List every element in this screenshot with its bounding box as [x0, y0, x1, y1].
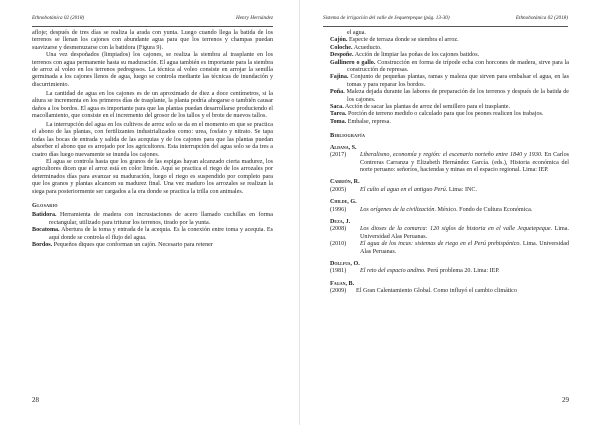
glossary-entry	[330, 37, 569, 44]
bib-title: Los orígenes de la civilización.	[360, 206, 436, 213]
glossary-definition: Conjunto de pequeñas plantas, ramas y maleza que sirven para embalsar el agua, en las tomas y para reparar los bordos.	[347, 74, 569, 88]
bib-author: Childe, G.	[330, 199, 357, 206]
bib-citation	[360, 187, 569, 194]
glossary-term: Bordos.	[32, 241, 53, 248]
glossary-entry	[330, 111, 569, 118]
glossary-term: Tarea.	[330, 111, 347, 118]
bibliography-heading: Bibliografía	[330, 132, 366, 140]
glossary-entry	[330, 104, 569, 111]
glossary-definition: Construcción en forma de trípode echa con horcones de madera, sirve para la construcción de represas.	[347, 59, 570, 74]
bib-details: En Carlos Contreras Carranza y Elizabeth Hernández García. (eds.), Historia económica del norte peruano: señoríos, haciendas y minas en el espacio regional. Lima: IEP.	[360, 152, 569, 173]
glossary-definition: Pequeños diques que conforman un cajón. Necesario para retener	[53, 241, 213, 248]
bib-title: Liberalismo, economía y región: el escenario norteño entre 1840 y 1930.	[360, 152, 543, 159]
right-text-column	[330, 30, 569, 296]
bib-details: Perú problema 20. Lima: IEP.	[425, 268, 500, 275]
glossary-definition: Acción de limpiar las poñas de los cajones batidos.	[354, 52, 480, 59]
glossary-definition: Abertura de la toma y entrada de la acequia. Es la conexión entre toma y acequia. Es aquí donde se controla el flujo del agua.	[49, 227, 274, 241]
bib-year: (2017)	[330, 152, 347, 159]
glossary-entry	[330, 74, 569, 89]
bib-year: (2009)	[330, 288, 347, 295]
glossary-definition: Acueducto.	[353, 44, 382, 51]
glossary-continuation: el agua.	[347, 30, 366, 36]
glossary-term: Fajina.	[330, 74, 349, 81]
right-page-number: 29	[562, 396, 569, 404]
glossary-entry	[32, 212, 273, 227]
bib-year: (1996)	[330, 206, 347, 213]
bib-citation	[360, 241, 569, 256]
bib-details: Lima: INC.	[447, 186, 477, 193]
bib-reference	[330, 187, 569, 194]
glossary-term: Toma.	[330, 118, 347, 125]
glossary-definition: Acción de sacar las plantas de arroz del semillero para el trasplante.	[344, 104, 511, 111]
bib-year: (2008)	[330, 226, 347, 233]
glossary-heading: Glosario	[32, 201, 58, 209]
bib-author: Aldana, S.	[330, 144, 357, 151]
bib-reference	[330, 152, 569, 174]
bib-year: (2005)	[330, 186, 347, 193]
glossary-entry	[330, 89, 569, 104]
glossary-term: Gallinero o gallo.	[330, 59, 376, 66]
glossary-entry	[330, 60, 569, 75]
bib-reference	[330, 241, 569, 256]
bib-title: El agua de los incas: sistemas de riego en el Perú prehispánico.	[360, 241, 521, 248]
bib-reference	[330, 288, 569, 295]
glossary-entry	[330, 45, 569, 52]
glossary-term: Batidora.	[32, 212, 57, 219]
glossary-entry	[32, 242, 273, 249]
glossary-entry	[330, 119, 569, 126]
bib-reference	[330, 226, 569, 241]
glossary-entry	[32, 227, 273, 242]
bib-citation	[360, 152, 569, 174]
left-header-journal: Ethnobotánica 02 (2018)	[32, 15, 85, 21]
bib-year: (1981)	[330, 268, 347, 275]
bib-details: Lima. Universidad Alas Peruanas.	[360, 241, 569, 255]
body-paragraph: La interrupción del agua en los cultivos de arroz solo se da en el momento en que se practica el abono de las plantas, con fertilizantes industrializados como: urea, fosfato y nitrato. Se tapa todas las bocas de entrada y salida de las acequias y de los cajones para que las plantas puedan absorber el abono que es arrojado por los agricultores. Esta interrupción del agua solo se da tres a cuatro días luego nuevamente se inunda los cajones.	[32, 121, 273, 158]
body-paragraph: La cantidad de agua en los cajones es de un aproximado de diez a doce centímetros, si la altura se incrementa en los primeros días de trasplante, la planta podría ahogarse o también causar daños a los bordos. El agua es importante para que las plantas puedan desarrollarse produciendo el macollamiento, que consiste en el incremento del grosor de los tallos y el brote de nuevos tallos.	[32, 90, 273, 119]
glossary-term: Coloche.	[330, 44, 353, 51]
glossary-definition: Porción de terreno medido o calculado para que los peones realicen los trabajos.	[347, 111, 544, 118]
bib-citation	[360, 268, 569, 275]
right-page	[300, 0, 600, 425]
bib-author: Fagan, B.	[330, 280, 355, 287]
left-page-number: 28	[32, 396, 39, 404]
right-header-title: Sistema de irrigación del valle de Jequetepeque (pág. 13-30)	[323, 15, 450, 21]
glossary-definition: Maleza dejada durante las labores de preparación de los terrenos y después de la batida de los cajones.	[346, 89, 569, 103]
glossary-term: Cajón.	[330, 37, 348, 44]
bib-reference	[330, 207, 569, 214]
right-running-header	[323, 14, 568, 27]
bib-author: Carrión, R.	[330, 179, 360, 186]
body-paragraph: Una vez despoñados (limpiados) los cajones, se realiza la siembra al trasplante en los terrenos con agua permanente hasta su maduración. El agua también es importante para la siembra de arroz al voleo en los terrenos pedregosos. La técnica al voleo consiste en arrojar la semilla germinada a los cajones llenos de agua, luego se controla mediante las técnicas de inundación y discurrimiento.	[32, 52, 273, 88]
glossary-term: Bocatoma.	[32, 227, 60, 234]
glossary-definition: Herramienta de madera con incrustaciones de acero llamado cuchillas en forma rectangular, utilizado para triturar los terrenos, tirado por la yunta.	[49, 212, 273, 226]
bib-citation	[360, 226, 569, 241]
bib-title: El reto del espacio andino.	[360, 268, 426, 275]
bib-citation: El Gran Calentamiento Global. Como influyó el cambio climático	[356, 288, 517, 295]
glossary-entry	[330, 52, 569, 59]
bib-title: Los dioses de la comarca: 120 siglos de historia en el valle Jequetepeque.	[360, 226, 553, 233]
left-text-column	[32, 30, 273, 249]
bib-citation	[360, 207, 569, 214]
glossary-term: Despoñe.	[330, 52, 354, 59]
glossary-definition: Embalse, represa.	[347, 118, 391, 125]
bib-details: México. Fondo de Cultura Económica.	[436, 206, 533, 213]
left-header-author: Henry Hernández	[235, 15, 273, 21]
bib-author: Dollfus, O.	[330, 260, 360, 267]
bib-author: Deza, J.	[330, 218, 351, 225]
body-paragraph: afloje; después de tres días se realiza la arada con yunta. Luego cuando llega la batida de los terrenos se llenan los cajones con abundante agua para que los terrenos y champas puedan suavizarse y desmenuzarse con la batidora (Figura 9).	[32, 30, 273, 51]
bib-title: El culto al agua en el antiguo Perú.	[360, 186, 448, 193]
glossary-definition: Especie de terraza donde se siembra el arroz.	[348, 37, 459, 44]
left-running-header	[32, 14, 273, 27]
glossary-term: Poña.	[330, 89, 345, 96]
body-paragraph: El agua se controla hasta que los granos de las espigas hayan alcanzado cierta madurez, los agricultores dicen que el arroz está en color limón. Aquí se practica el riego de los arrozales por determinados días para avanzar su maduración, luego el riego es suspendido por completo para que los granos y plantas alcancen su madurez final. Una vez maduro los arrozales se realizan la siega para posteriormente ser cargados a la era donde se practica la trilla con animales.	[32, 158, 273, 195]
bib-details: Lima. Universidad Alas Peruanas.	[360, 226, 569, 240]
bib-reference	[330, 268, 569, 275]
right-header-journal: Ethnobotánica 02 (2018)	[515, 15, 568, 21]
bib-year: (2010)	[330, 241, 347, 248]
glossary-term: Saca.	[330, 104, 344, 111]
